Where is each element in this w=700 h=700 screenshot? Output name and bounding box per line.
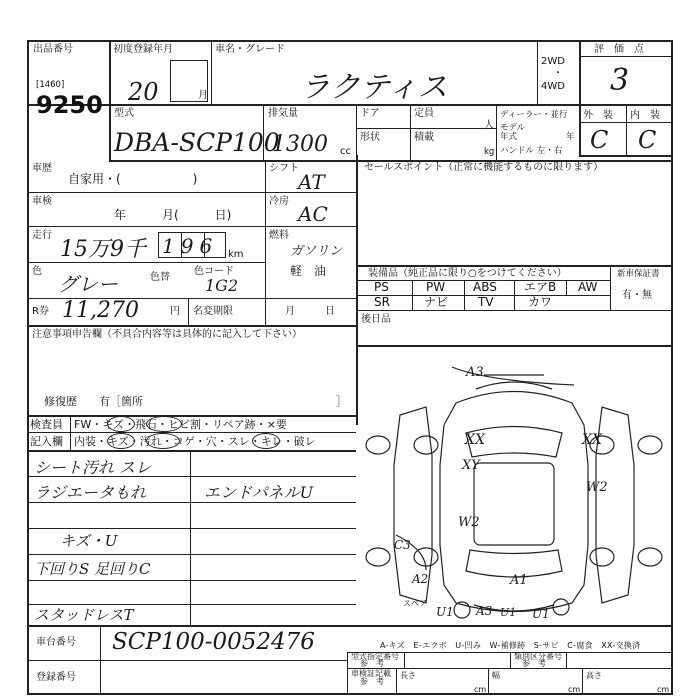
model-year-label: モデル年式 bbox=[500, 123, 526, 142]
divider bbox=[412, 280, 413, 310]
color-code-value: 1G2 bbox=[205, 276, 239, 295]
shift-value: AT bbox=[298, 170, 325, 194]
class-sub: 参 考 bbox=[522, 659, 546, 668]
mark-u1-rear: U1 bbox=[500, 606, 517, 619]
divider bbox=[27, 325, 356, 327]
lot-sub: [1460] bbox=[36, 80, 65, 90]
interior-checklist: 内装・キズ・汚れ・コゲ・穴・スレ・キレ・破レ bbox=[74, 435, 316, 448]
circle-mark bbox=[252, 433, 280, 449]
divider bbox=[27, 226, 265, 227]
warranty-label: 新車保証書 bbox=[617, 269, 660, 279]
mark-a2: A2 bbox=[412, 572, 429, 586]
interior-value: C bbox=[638, 126, 657, 154]
type-approval-label: 型式指定番号 bbox=[351, 652, 399, 661]
mark-c3: C3 bbox=[394, 538, 411, 552]
entry-label: 記入欄 bbox=[30, 435, 63, 448]
divider bbox=[27, 528, 356, 529]
mileage-label: 走行 bbox=[32, 230, 52, 241]
note-end-panel: エンドパネルU bbox=[204, 483, 314, 502]
divider bbox=[582, 668, 583, 695]
color-label: 色 bbox=[32, 266, 42, 277]
divider bbox=[356, 265, 673, 267]
inspection-label: 車検 bbox=[32, 196, 52, 207]
height-label: 高さ bbox=[586, 671, 602, 680]
mileage-value: 15万9千 bbox=[60, 237, 146, 262]
equip-aw: AW bbox=[578, 280, 598, 294]
divider bbox=[579, 56, 673, 57]
divider bbox=[410, 104, 411, 160]
drive-2wd: 2WD bbox=[541, 56, 565, 67]
circle-mark bbox=[146, 416, 182, 432]
first-reg-year: 20 bbox=[128, 78, 159, 106]
registration-label: 登録番号 bbox=[36, 672, 76, 683]
vehicle-inspection-sub: 参 考 bbox=[360, 677, 384, 686]
mark-xx-right: XX bbox=[582, 432, 602, 448]
recycle-label: R券 bbox=[32, 306, 49, 317]
divider bbox=[514, 280, 515, 310]
divider bbox=[404, 652, 405, 668]
divider bbox=[579, 155, 673, 157]
divider bbox=[27, 554, 356, 555]
interior-label: 内 装 bbox=[630, 110, 660, 121]
car-name: ラクティス bbox=[300, 70, 448, 105]
shape-label: 形状 bbox=[360, 132, 380, 143]
load-label: 積載 bbox=[414, 132, 434, 143]
yen-unit: 円 bbox=[170, 306, 180, 317]
divider bbox=[27, 625, 673, 627]
drive-4wd: 4WD bbox=[541, 81, 565, 92]
rating-value: 3 bbox=[610, 63, 630, 98]
capacity-unit: 人 bbox=[484, 120, 494, 131]
mark-xx-left: XX bbox=[465, 432, 485, 448]
repair-close: ］ bbox=[336, 395, 347, 408]
chassis-value: SCP100-0052476 bbox=[112, 629, 315, 655]
model-label: 型式 bbox=[114, 108, 134, 119]
note-radiator: ラジエータもれ bbox=[34, 483, 147, 502]
divider bbox=[566, 280, 567, 295]
mark-u1-right: U1 bbox=[532, 607, 550, 621]
displacement-value: 1300 bbox=[272, 132, 328, 157]
ac-label: 冷房 bbox=[269, 196, 289, 207]
color-code-label: 色コード bbox=[194, 266, 234, 277]
equip-tv: TV bbox=[478, 295, 494, 309]
inspection-value: 年 月( 日) bbox=[114, 208, 232, 222]
divider bbox=[265, 160, 266, 325]
displacement-label: 排気量 bbox=[268, 108, 298, 119]
mark-a3-rear: A3 bbox=[476, 604, 493, 618]
fuel-value: ガソリン bbox=[290, 244, 343, 259]
fuel-label: 燃料 bbox=[269, 230, 289, 241]
color-change-label: 色替 bbox=[150, 272, 170, 283]
recycle-value: 11,270 bbox=[62, 298, 139, 323]
mark-w2-right: W2 bbox=[586, 480, 608, 495]
type-approval-sub: 参 考 bbox=[360, 659, 384, 668]
equip-abs: ABS bbox=[473, 280, 497, 294]
capacity-label: 定員 bbox=[414, 108, 434, 119]
divider bbox=[356, 310, 673, 311]
notes-label: 注意事項申告欄（不具合内容等は具体的に記入して下さい） bbox=[32, 329, 302, 340]
first-reg-month-unit: 月 bbox=[198, 90, 208, 101]
exterior-checklist: FW・キズ・飛石・ヒビ割・リペア跡・×要 bbox=[74, 418, 287, 431]
divider bbox=[537, 40, 538, 104]
equip-navi: ナビ bbox=[424, 295, 449, 309]
divider bbox=[27, 660, 347, 661]
divider bbox=[496, 104, 497, 160]
divider bbox=[27, 415, 356, 417]
class-label: 類別区分番号 bbox=[514, 652, 562, 661]
mark-u1-left: U1 bbox=[436, 605, 454, 619]
divider bbox=[464, 280, 465, 310]
sales-label: セールスポイント（正常に機能するものに限ります） bbox=[364, 162, 604, 173]
repair-label: 修復歴 有［箇所 bbox=[44, 395, 143, 408]
history-value: 自家用・( ) bbox=[68, 172, 198, 186]
legend: A-キズ E-エクボ U-凹み W-補修跡 S-サビ C-腐食 XX-交換済 bbox=[380, 641, 641, 650]
circle-mark bbox=[107, 416, 135, 432]
year-unit: 年 bbox=[566, 132, 575, 142]
divider bbox=[356, 128, 496, 129]
width-cm: cm bbox=[568, 685, 581, 694]
note-studless: スタッドレスT bbox=[34, 606, 134, 624]
equip-ps: PS bbox=[374, 280, 389, 294]
equip-airbag: エアB bbox=[524, 280, 557, 294]
shift-label: シフト bbox=[269, 163, 299, 174]
mark-xy: XY bbox=[462, 458, 480, 473]
divider bbox=[204, 232, 205, 258]
warranty-value: 有・無 bbox=[622, 290, 652, 301]
km-unit: km bbox=[228, 249, 244, 260]
divider bbox=[488, 668, 489, 695]
mark-w2-left: W2 bbox=[458, 515, 480, 530]
drive-dot: ・ bbox=[553, 68, 563, 79]
equipment-label: 装備品（純正品に限り○をつけてください） bbox=[368, 268, 567, 279]
divider bbox=[188, 298, 189, 325]
note-underbody: 下回りS 足回りC bbox=[34, 560, 151, 578]
divider bbox=[579, 40, 581, 155]
divider bbox=[27, 580, 356, 581]
divider bbox=[626, 104, 627, 155]
color-value: グレー bbox=[58, 272, 118, 296]
height-cm: cm bbox=[657, 685, 670, 694]
exterior-value: C bbox=[590, 126, 609, 154]
chassis-label: 車台番号 bbox=[36, 637, 76, 648]
divider bbox=[109, 40, 111, 160]
name-change-label: 名変期限 bbox=[193, 306, 233, 317]
divider bbox=[356, 104, 357, 160]
lot-number: 9250 bbox=[36, 91, 103, 119]
mark-a1: A1 bbox=[510, 573, 528, 588]
rating-label: 評 価 点 bbox=[594, 44, 644, 55]
fuel-alt: 軽 油 bbox=[290, 264, 327, 278]
equip-sr: SR bbox=[374, 295, 390, 309]
length-cm: cm bbox=[474, 685, 487, 694]
divider bbox=[27, 450, 356, 452]
divider bbox=[510, 652, 511, 668]
divider bbox=[396, 668, 397, 695]
door-label: ドア bbox=[360, 108, 380, 119]
mileage-box bbox=[158, 232, 226, 258]
divider bbox=[579, 122, 673, 123]
car-name-label: 車名・グレード bbox=[215, 44, 285, 55]
divider bbox=[211, 40, 212, 104]
divider bbox=[27, 432, 356, 433]
length-label: 長さ bbox=[400, 671, 416, 680]
mark-a3-front: A3 bbox=[466, 365, 484, 380]
handle-label: ハンドル 左・右 bbox=[500, 146, 563, 156]
exterior-label: 外 装 bbox=[583, 110, 613, 121]
divider bbox=[610, 265, 611, 310]
vehicle-inspection-label: 車検証記載 bbox=[351, 669, 391, 678]
after-label: 後日品 bbox=[361, 314, 391, 325]
lot-label: 出品番号 bbox=[33, 44, 73, 55]
divider bbox=[566, 652, 567, 668]
width-label: 幅 bbox=[492, 671, 500, 680]
history-label: 車歴 bbox=[32, 163, 52, 174]
mileage-digits: 196 bbox=[162, 234, 219, 258]
equip-leather: カワ bbox=[528, 295, 553, 309]
inspector-label: 検査員 bbox=[30, 418, 63, 431]
ac-value: AC bbox=[298, 202, 328, 226]
spare-label: スペア bbox=[403, 599, 427, 608]
name-change-value: 月 日 bbox=[285, 306, 335, 317]
circle-mark bbox=[107, 433, 135, 449]
model-value: DBA-SCP100 bbox=[114, 128, 280, 157]
equip-pw: PW bbox=[426, 280, 446, 294]
note-scratch: キズ・U bbox=[60, 532, 118, 550]
circle-mark bbox=[146, 433, 180, 449]
note-seat: シート汚れ スレ bbox=[34, 458, 152, 477]
dealer-label: ディーラー・並行 bbox=[500, 110, 568, 120]
divider bbox=[265, 226, 356, 227]
first-reg-label: 初度登録年月 bbox=[113, 44, 173, 55]
divider bbox=[347, 652, 348, 695]
load-unit: kg bbox=[484, 147, 495, 157]
cc-unit: cc bbox=[340, 146, 351, 157]
divider bbox=[181, 232, 182, 258]
divider bbox=[27, 192, 265, 193]
